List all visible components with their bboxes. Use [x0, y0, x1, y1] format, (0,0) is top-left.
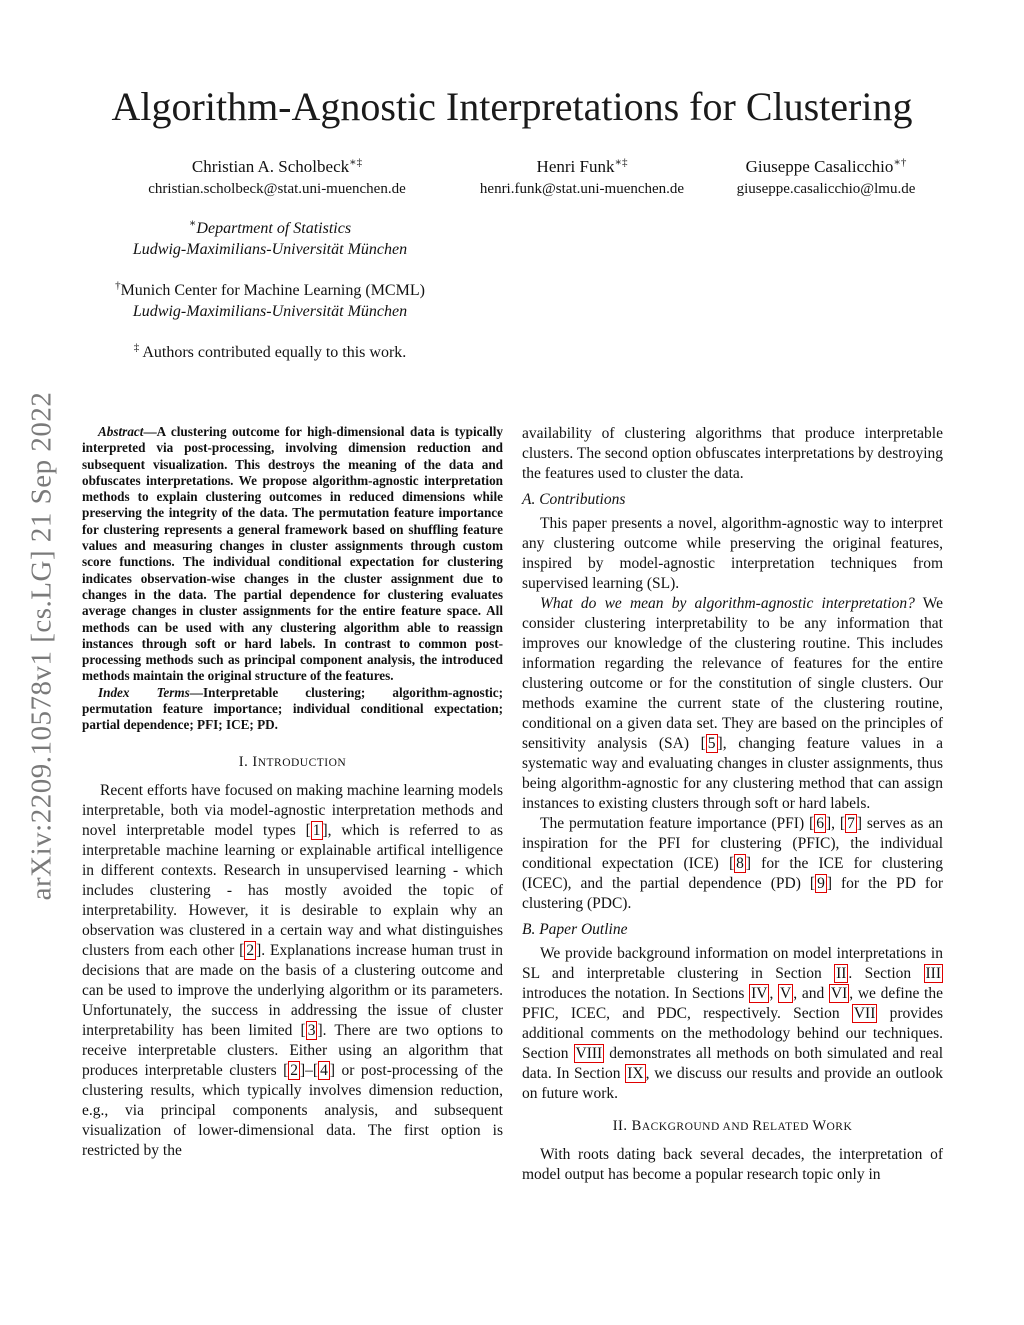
index-terms-text: —Interpretable clustering; algorithm-agnostic; permutation feature importance; individual conditional expectation; partial dependence; PFI; ICE; PD. [82, 684, 503, 733]
citation-link[interactable]: 2 [246, 941, 255, 959]
equal-contribution-note [60, 342, 480, 363]
author-1 [112, 156, 442, 200]
affiliation-dept: Munich Center for Machine Learning (MCML) [120, 282, 425, 299]
subsection-heading-contributions: A. Contributions [522, 491, 626, 508]
abstract [82, 424, 503, 685]
section-link[interactable]: IV [751, 985, 768, 1002]
section-link[interactable]: II [836, 965, 847, 982]
section-heading-introduction: I. INTRODUCTION [238, 753, 347, 770]
section-link[interactable]: V [780, 985, 792, 1002]
citation-link[interactable]: 4 [320, 1061, 328, 1079]
affiliation-1 [60, 218, 480, 260]
section-link[interactable]: III [925, 965, 941, 982]
index-terms [82, 685, 503, 734]
author-marks: ∗‡ [614, 156, 628, 169]
affiliation-mark: † [115, 279, 121, 292]
contributions-paragraph-2: What do we mean by algorithm-agnostic interpretation? We consider clustering interpretability to be any information that improves our knowledge of the clustering routine. This includes information regarding the relevance of features for the entire clustering outcome or for the constitution of single clusters. Our methods examine the current state of the clustering routine, conditional on a given data set. They are based on the principles of sensitivity analysis (SA) [ 5 ], changing feature values in a systematic way and evaluating changes in cluster assignments, thus being algorithm-agnostic for any clustering method that can assign instances to existing clusters through soft or hard labels. [522, 595, 943, 812]
abstract-label: Abstract [98, 424, 144, 439]
affiliation-university: Ludwig-Maximilians-Universität München [132, 303, 408, 320]
citation-link[interactable]: 2 [290, 1061, 298, 1079]
citation-link[interactable]: 8 [736, 855, 744, 872]
author-marks: ∗‡ [349, 156, 363, 169]
continued-paragraph: availability of clustering algorithms that produce interpretable clusters. The second option obfuscates interpretations by destroying the features used to cluster the data. [522, 425, 943, 482]
citation-link[interactable]: 1 [312, 821, 321, 839]
citation-link[interactable]: 3 [307, 1021, 316, 1039]
citation-link[interactable]: 6 [816, 815, 824, 832]
citation-link[interactable]: 5 [707, 735, 716, 752]
author-name: Henri Funk [536, 157, 615, 176]
citation-link[interactable]: 7 [847, 815, 855, 832]
left-column [82, 424, 503, 1161]
section-link[interactable]: IX [627, 1065, 644, 1082]
affiliation-university: Ludwig-Maximilians-Universität München [132, 241, 408, 258]
question-text: What do we mean by algorithm-agnostic interpretation? [540, 595, 915, 612]
contributions-paragraph-1: This paper presents a novel, algorithm-agnostic way to interpret any clustering outcome while preserving the original features, inspired by model-agnostic interpretation techniques from supervised learning (SL). [522, 515, 943, 592]
section-link[interactable]: VII [853, 1005, 876, 1022]
paper-title: Algorithm-Agnostic Interpretations for Clustering [111, 84, 913, 129]
section-link[interactable]: VI [830, 985, 848, 1002]
outline-paragraph: We provide background information on model interpretations in SL and interpretable clustering in Section II . Section III introduces the notation. In Sections IV , V , and VI , we define the PFIC, ICEC, and PDC, respectively. Section VII provides additional comments on the methodology behind our techniques. Section VIII demonstrates all methods on both simulated and real data. In Section IX , we discuss our results and provide an outlook on future work. [522, 945, 944, 1102]
abstract-text: —A clustering outcome for high-dimensional data is typically interpreted via post-processing, involving dimension reduction and subsequent visualization. This destroys the meaning of the data and obfuscates interpretations. We propose algorithm-agnostic interpretation methods to explain clustering outcomes in reduced dimensions while preserving the integrity of the data. The permutation feature importance for clustering represents a general framework based on shuffling feature values and measuring changes in cluster assignments through custom score functions. The individual conditional expectation for clustering indicates observation-wise changes in the cluster assignment due to changes in the data. The partial dependence for clustering evaluates average changes in cluster assignments for the entire feature space. All methods can be used with any clustering algorithm able to reassign instances through soft or hard labels. In contrast to common post-processing methods such as principal component analysis, the introduced methods maintain the original structure of the features. [82, 424, 503, 684]
subsection-heading-outline: B. Paper Outline [522, 921, 628, 938]
section-link[interactable]: VIII [575, 1045, 603, 1062]
equal-contribution-mark: ‡ [133, 341, 140, 354]
author-marks: ∗† [893, 156, 907, 169]
affiliation-dept: Department of Statistics [196, 220, 352, 237]
author-3 [716, 156, 936, 200]
background-paragraph: With roots dating back several decades, the interpretation of model output has become a popular research topic only in [522, 1146, 943, 1183]
arxiv-sidebar [25, 346, 58, 946]
author-email: christian.scholbeck@stat.uni-muenchen.de [148, 181, 406, 197]
author-name: Christian A. Scholbeck [191, 157, 350, 176]
author-2 [462, 156, 702, 200]
equal-contribution-text: Authors contributed equally to this work. [139, 344, 407, 361]
contributions-paragraph-3: The permutation feature importance (PFI) [ 6 ], [ 7 ] serves as an inspiration for the PFI for clustering (PFIC), the individual conditional expectation (ICE) [ 8 ] for the ICE for clustering (ICEC), and the partial dependence (PD) [ 9 ] for the PD for clustering (PDC). [522, 815, 944, 912]
index-terms-label: Index Terms [98, 684, 190, 700]
intro-paragraph: Recent efforts have focused on making machine learning models interpretable, both via model-agnostic interpretation methods and novel interpretable model types [ 1 ], which is referred to as interpretable machine learning or explainable artifical intelligence in different contexts. Research in unsupervised learning - which includes clustering - has mostly avoided the topic of interpretability. However, it is desirable to explain why an observation was clustered in a certain way and what distinguishes clusters from each other [ 2 ]. Explanations increase human trust in decisions that are made on the basis of a clustering outcome and can be used to improve the underlying algorithm or its parameters. Unfortunately, the success in addressing the issue of cluster interpretability has been limited [ 3 ]. There are two options to receive interpretable clusters. Either using an algorithm that produces interpretable clusters [ 2 ]–[ 4 ] or post-processing of the clustering results, which typically involves dimension reduction, e.g., via principal components analysis, and subsequent visualization of lower-dimensional data. The first option is restricted by the [82, 781, 503, 1159]
affiliation-mark: ∗ [188, 217, 197, 230]
author-email: henri.funk@stat.uni-muenchen.de [479, 181, 685, 197]
right-column [522, 424, 943, 1185]
section-heading-background: II. BACKGROUND AND RELATED WORK [612, 1118, 853, 1134]
citation-link[interactable]: 9 [817, 875, 825, 892]
author-email: giuseppe.casalicchio@lmu.de [736, 181, 916, 197]
author-name: Giuseppe Casalicchio [745, 157, 894, 176]
affiliation-2 [60, 280, 480, 322]
arxiv-identifier: arXiv:2209.10578v1 [cs.LG] 21 Sep 2022 [25, 391, 58, 901]
